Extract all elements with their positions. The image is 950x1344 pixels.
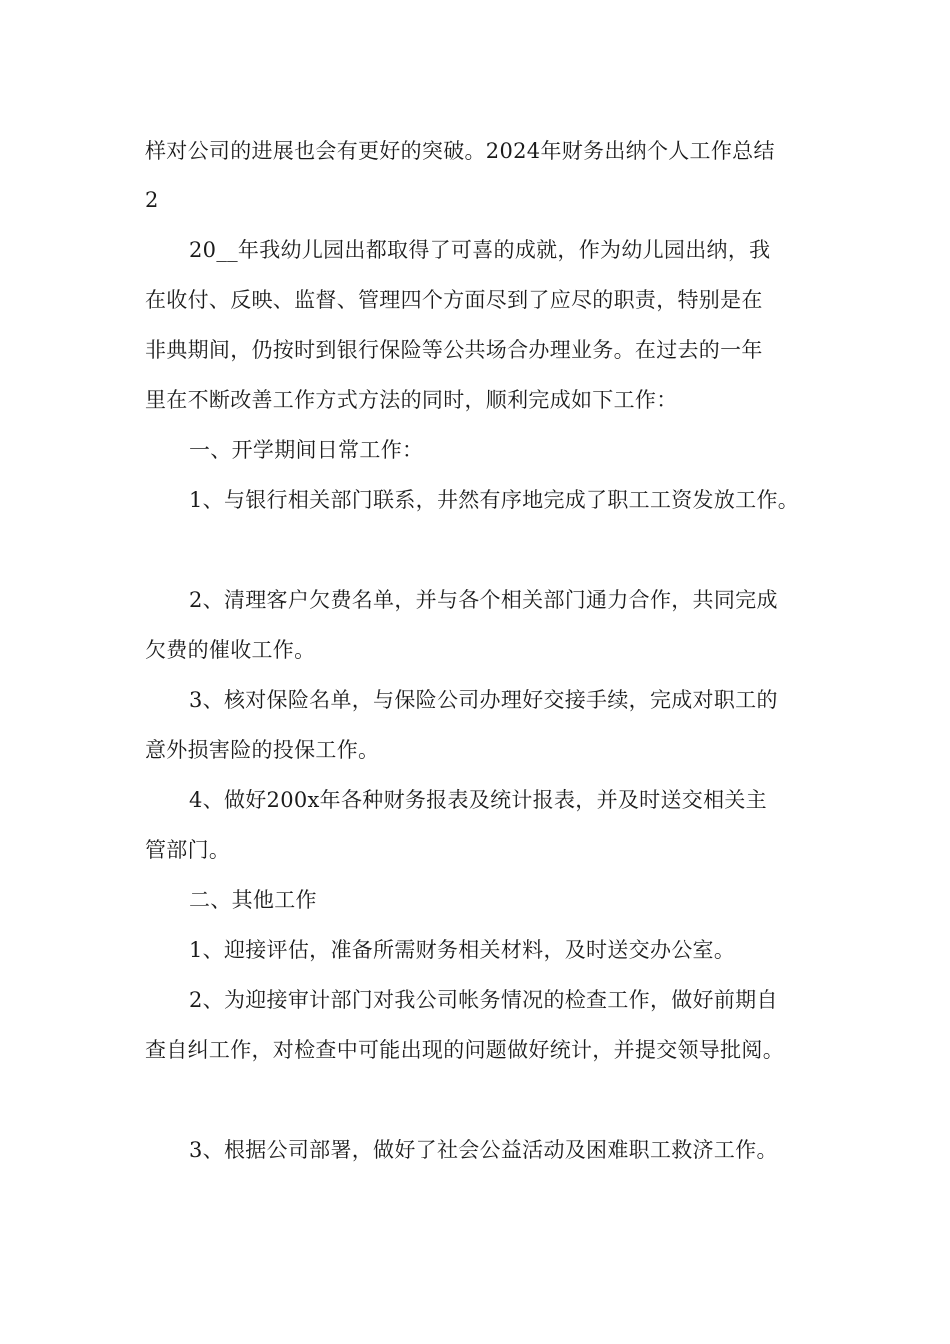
section-heading: 一、开学期间日常工作： — [189, 438, 424, 462]
paragraph-line: 非典期间，仍按时到银行保险等公共场合办理业务。在过去的一年 — [145, 338, 763, 362]
list-item: 3、核对保险名单，与保险公司办理好交接手续，完成对职工的 — [189, 688, 778, 712]
paragraph-line: 在收付、反映、监督、管理四个方面尽到了应尽的职责，特别是在 — [145, 288, 763, 312]
list-item: 3、根据公司部署，做好了社会公益活动及困难职工救济工作。 — [189, 1138, 778, 1162]
paragraph-line: 20__年我幼儿园出都取得了可喜的成就，作为幼儿园出纳，我 — [189, 238, 771, 262]
paragraph-line: 里在不断改善工作方式方法的同时，顺利完成如下工作： — [145, 388, 678, 412]
list-item: 1、与银行相关部门联系，井然有序地完成了职工工资发放工作。 — [189, 488, 800, 512]
section-heading: 二、其他工作 — [189, 888, 317, 912]
text-line: 2 — [145, 188, 159, 212]
list-item-continuation: 欠费的催收工作。 — [145, 638, 316, 662]
list-item: 4、做好200x年各种财务报表及统计报表，并及时送交相关主 — [189, 788, 767, 812]
list-item: 2、清理客户欠费名单，并与各个相关部门通力合作，共同完成 — [189, 588, 778, 612]
list-item: 2、为迎接审计部门对我公司帐务情况的检查工作，做好前期自 — [189, 988, 778, 1012]
list-item-continuation: 意外损害险的投保工作。 — [145, 738, 380, 762]
text-line: 样对公司的进展也会有更好的突破。2024年财务出纳个人工作总结 — [145, 139, 775, 163]
list-item-continuation: 查自纠工作，对检查中可能出现的问题做好统计，并提交领导批阅。 — [145, 1038, 784, 1062]
list-item-continuation: 管部门。 — [145, 838, 231, 862]
list-item: 1、迎接评估，准备所需财务相关材料，及时送交办公室。 — [189, 938, 736, 962]
